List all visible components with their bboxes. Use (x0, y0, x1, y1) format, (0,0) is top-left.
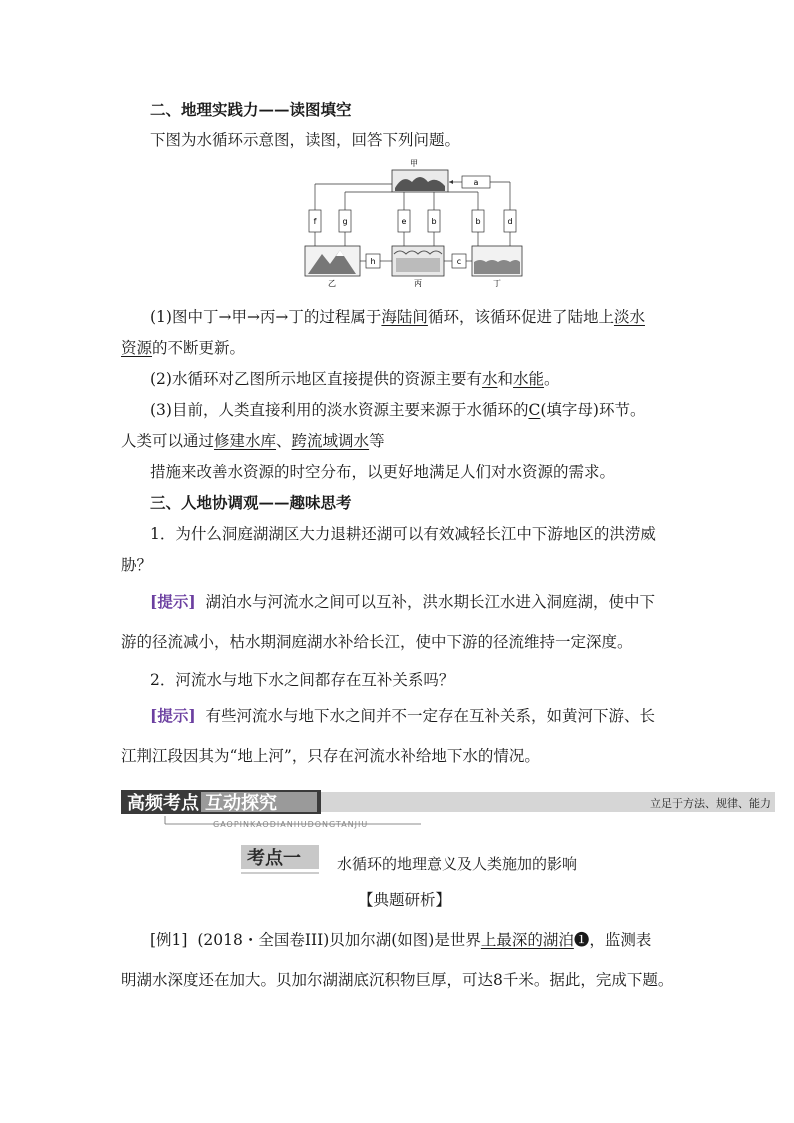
banner-pinyin: GAOPINKAODIANHUDONGTANJIU (213, 820, 369, 829)
label-g: g (342, 217, 348, 226)
tip-label: [提示] (150, 592, 196, 611)
kaodian-header (121, 843, 775, 883)
label-d: d (507, 217, 513, 226)
q2-line: (2)水循环对乙图所示地区直接提供的资源主要有水和水能。 (150, 370, 560, 388)
section-banner (121, 790, 775, 830)
q3-line2: 人类可以通过修建水库、跨流域调水等 (121, 432, 385, 450)
node-yi-label: 乙 (328, 279, 336, 288)
label-b2: b (475, 217, 481, 226)
q1-line2: 资源的不断更新。 (121, 339, 246, 357)
banner-slogan: 立足于方法、规律、能力 (650, 797, 771, 810)
node-jia-label: 甲 (410, 159, 418, 168)
s3-a2-line1: [提示] 有些河流水与地下水之间并不一定存在互补关系，如黄河下游、长 (150, 706, 656, 725)
label-h: h (370, 257, 376, 266)
banner-title-b: 互动探究 (205, 793, 277, 814)
example-line2: 明湖水深度还在加大。贝加尔湖湖底沉积物巨厚，可达8千米。据此，完成下题。 (121, 971, 674, 989)
ocean-icon (474, 260, 520, 274)
dianti-heading: 【典题研析】 (358, 891, 452, 909)
kaodian-title: 水循环的地理意义及人类施加的影响 (337, 855, 578, 873)
water-cycle-diagram (300, 158, 530, 290)
label-f: f (313, 217, 317, 226)
label-e: e (401, 217, 407, 226)
kaodian-badge: 考点一 (247, 848, 301, 869)
label-a: a (473, 178, 479, 187)
section2-intro: 下图为水循环示意图，读图，回答下列问题。 (150, 131, 461, 149)
node-bing-label: 丙 (414, 279, 422, 288)
s3-a1-line1: [提示] 湖泊水与河流水之间可以互补，洪水期长江水进入洞庭湖，使中下 (150, 592, 656, 611)
label-b1: b (431, 217, 437, 226)
section2-heading: 二、地理实践力——读图填空 (150, 100, 352, 119)
s3-a2-line2: 江荆江段因其为“地上河”，只存在河流水补给地下水的情况。 (121, 747, 540, 765)
node-ding-label: 丁 (493, 279, 501, 288)
section3-heading: 三、人地协调观——趣味思考 (150, 493, 352, 512)
ground-icon (396, 258, 440, 272)
s3-q1-line1: 1．为什么洞庭湖湖区大力退耕还湖可以有效减轻长江中下游地区的洪涝威 (150, 525, 656, 543)
q3-line3: 措施来改善水资源的时空分布，以更好地满足人们对水资源的需求。 (150, 463, 616, 481)
marker-1: ❶ (573, 931, 590, 949)
tip-label-2: [提示] (150, 706, 196, 725)
banner-title-a: 高频考点 (127, 793, 199, 814)
s3-q1-line2: 胁？ (121, 556, 153, 574)
label-c: c (456, 257, 462, 266)
example-line1: [例1] (2018・全国卷III)贝加尔湖(如图)是世界上最深的湖泊❶，监测表 (150, 931, 652, 949)
s3-q2: 2．河流水与地下水之间都存在互补关系吗？ (150, 671, 455, 689)
q3-line1: (3)目前，人类直接利用的淡水资源主要来源于水循环的C(填字母)环节。 (150, 401, 646, 419)
s3-a1-line2: 游的径流减小，枯水期洞庭湖水补给长江，使中下游的径流维持一定深度。 (121, 633, 633, 651)
q1-line1: (1)图中丁→甲→丙→丁的过程属于海陆间循环，该循环促进了陆地上淡水 (150, 308, 645, 326)
